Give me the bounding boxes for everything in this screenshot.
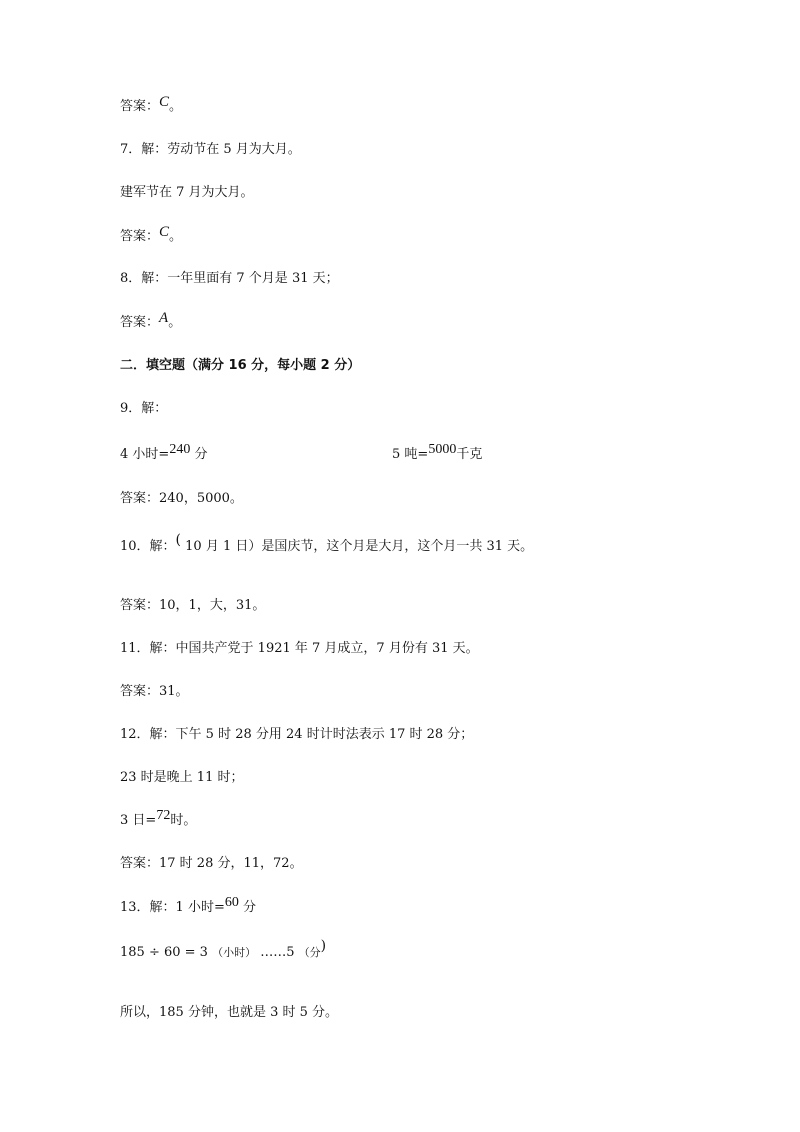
answer-choice: C [159, 94, 170, 110]
question-12-line-3 [120, 808, 197, 830]
open-paren: ( [175, 532, 182, 548]
conversion-unit: 分 [194, 447, 208, 462]
conversion-value: 72 [156, 808, 171, 823]
answer-6 [120, 94, 183, 116]
answer-8 [120, 310, 182, 332]
answer-12: 答案：17 时 28 分，11，72。 [120, 856, 303, 871]
question-9-conversion-a [120, 442, 208, 464]
conversion-value: 5000 [428, 442, 457, 457]
answer-label: 答案： [120, 315, 160, 330]
question-12-line-2: 23 时是晚上 11 时； [120, 770, 244, 785]
question-13-line-1 [120, 895, 257, 917]
conversion-left: 3 日 [120, 813, 146, 828]
answer-end: 。 [168, 315, 182, 330]
question-prefix: 13．解：1 小时 [120, 900, 214, 915]
question-8-line-1: 8．解：一年里面有 7 个月是 31 天； [120, 271, 339, 286]
conversion-value: 60 [224, 895, 239, 910]
equals-sign: = [417, 447, 429, 462]
remainder: ……5 [260, 945, 295, 960]
question-13-calculation [120, 938, 327, 962]
question-12-line-1: 12．解：下午 5 时 28 分用 24 时计时法表示 17 时 28 分； [120, 727, 474, 742]
answer-end: 。 [169, 229, 183, 244]
equals-sign: = [158, 447, 170, 462]
answer-label: 答案： [120, 99, 160, 114]
answer-9: 答案：240，5000。 [120, 491, 243, 506]
question-7-line-2: 建军节在 7 月为大月。 [120, 185, 254, 200]
conversion-unit: 时。 [170, 813, 197, 828]
answer-choice: A [159, 310, 169, 326]
conversion-left: 4 小时 [120, 447, 159, 462]
minutes-close: ) [320, 938, 327, 954]
question-10-line-1 [120, 532, 534, 556]
answer-choice: C [159, 224, 170, 240]
question-text: 10 月 1 日）是国庆节，这个月是大月，这个月一共 31 天。 [185, 539, 534, 554]
conversion-unit: 分 [243, 900, 257, 915]
minutes-unit: 分 [309, 946, 321, 959]
answer-10: 答案：10，1，大，31。 [120, 598, 266, 613]
question-11-line-1: 11．解：中国共产党于 1921 年 7 月成立，7 月份有 31 天。 [120, 641, 479, 656]
conversion-value: 240 [169, 442, 191, 457]
answer-11: 答案：31。 [120, 684, 189, 699]
question-7-line-1: 7．解：劳动节在 5 月为大月。 [120, 142, 301, 157]
hours-unit: （小时） [212, 946, 257, 959]
question-prefix: 10．解： [120, 539, 176, 554]
section-2-heading: 二．填空题（满分 16 分，每小题 2 分） [120, 358, 361, 373]
question-9-conversion-b [392, 442, 483, 464]
question-9-line-1: 9．解： [120, 401, 168, 416]
minutes-open: （ [298, 946, 310, 959]
division-expression: 185 ÷ 60 = 3 [120, 945, 208, 960]
equals-sign: = [213, 900, 225, 915]
equals-sign: = [145, 813, 157, 828]
answer-7 [120, 224, 183, 246]
conversion-unit: 千克 [456, 447, 483, 462]
answer-end: 。 [169, 99, 183, 114]
question-13-conclusion: 所以，185 分钟，也就是 3 时 5 分。 [120, 1005, 339, 1020]
conversion-left: 5 吨 [392, 447, 418, 462]
answer-label: 答案： [120, 229, 160, 244]
